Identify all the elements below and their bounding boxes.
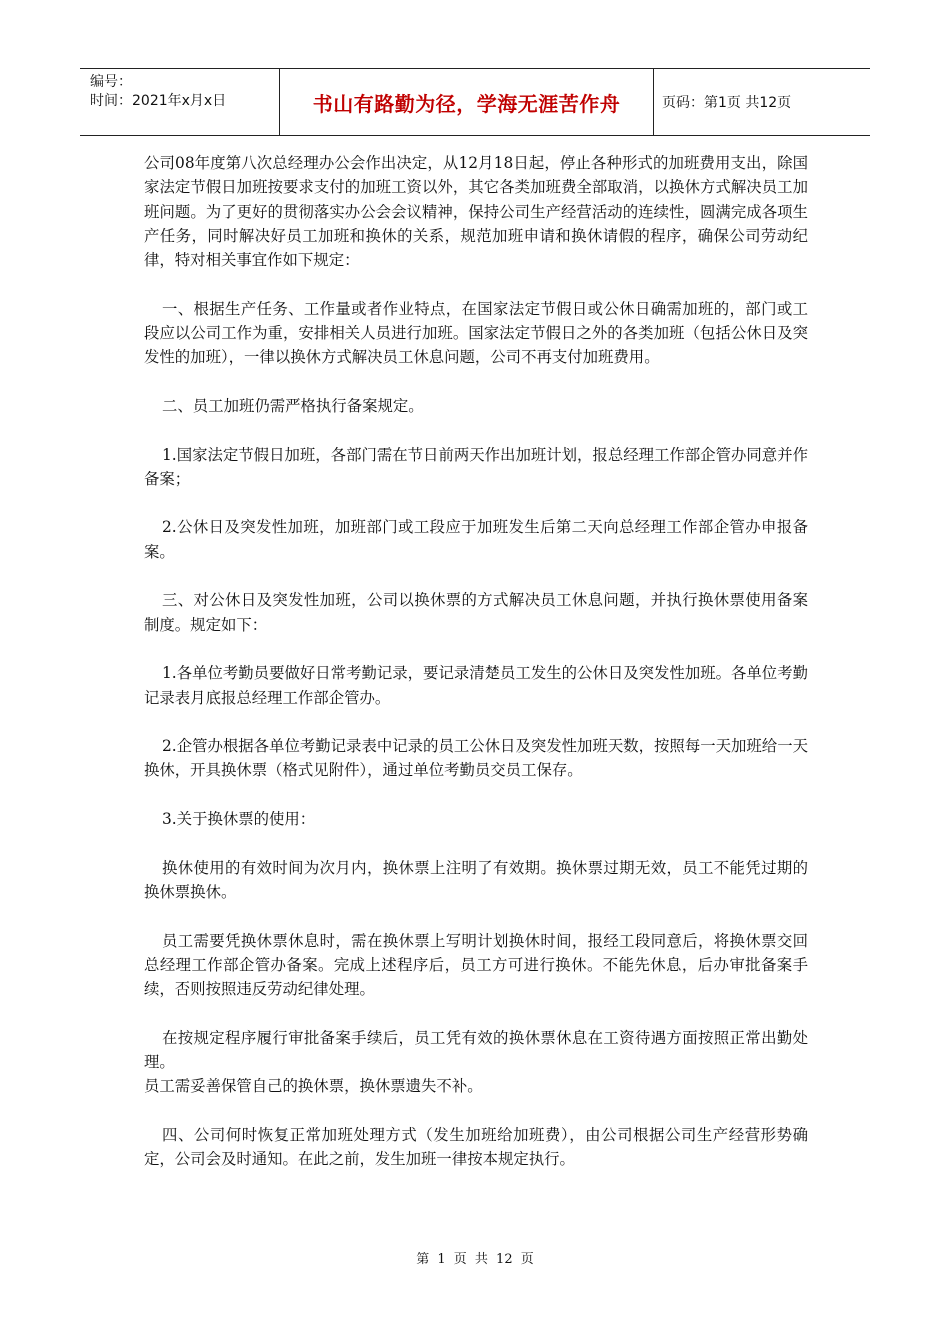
- intro-paragraph: 公司08年度第八次总经理办公会作出决定，从12月18日起，停止各种形式的加班费用支出，除国家法定节假日加班按要求支付的加班工资以外，其它各类加班费全部取消，以换休方式解决员工加班问题。为了更好的贯彻落实办公会会议精神，保持公司生产经营活动的连续性，圆满完成各项生产任务，同时解决好员工加班和换休的关系，规范加班申请和换休请假的程序，确保公司劳动纪律，特对相关事宜作如下规定：: [144, 154, 808, 270]
- section-3-item-1: 1.各单位考勤员要做好日常考勤记录，要记录清楚员工发生的公休日及突发性加班。各单位考勤记录表月底报总经理工作部企管办。: [144, 664, 808, 707]
- section-2-heading: 二、员工加班仍需严格执行备案规定。: [162, 396, 424, 415]
- section-3-heading: 三、对公休日及突发性加班，公司以换休票的方式解决员工休息问题，并执行换休票使用备案制度。规定如下：: [144, 591, 808, 634]
- section-4-paragraph: 四、公司何时恢复正常加班处理方式（发生加班给加班费），由公司根据公司生产经营形势确定，公司会及时通知。在此之前，发生加班一律按本规定执行。: [144, 1125, 808, 1169]
- document-body: [144, 151, 808, 1196]
- section-1-paragraph: 一、根据生产任务、工作量或者作业特点，在国家法定节假日或公休日确需加班的，部门或工段应以公司工作为重，安排相关人员进行加班。国家法定节假日之外的各类加班（包括公休日及突发性的加班），一律以换休方式解决员工休息问题，公司不再支付加班费用。: [144, 299, 808, 367]
- section-3-item-3: 3.关于换休票的使用：: [162, 810, 316, 829]
- section-2-item-2: 2.公休日及突发性加班，加班部门或工段应于加班发生后第二天向总经理工作部企管办申报备案。: [144, 518, 808, 561]
- header-motto: 书山有路勤为径，学海无涯苦作舟: [312, 91, 621, 116]
- document-header: [80, 68, 870, 136]
- header-page-code: 页码：第1页 共12页: [662, 95, 792, 111]
- document-number-label: 编号：: [90, 74, 132, 90]
- header-page-cell: [654, 69, 870, 135]
- document-date: 时间：2021年x月x日: [90, 93, 227, 109]
- ticket-validity-paragraph: 换休使用的有效时间为次月内，换休票上注明了有效期。换休票过期无效，员工不能凭过期的换休票换休。: [144, 858, 808, 901]
- header-meta: [80, 69, 280, 135]
- header-motto-cell: [280, 69, 654, 135]
- page-footer: 第 1 页 共 12 页: [416, 1252, 534, 1267]
- section-3-item-2: 2.企管办根据各单位考勤记录表中记录的员工公休日及突发性加班天数，按照每一天加班给一天换休，开具换休票（格式见附件），通过单位考勤员交员工保存。: [144, 737, 808, 780]
- ticket-approval-paragraph: 在按规定程序履行审批备案手续后，员工凭有效的换休票休息在工资待遇方面按照正常出勤处理。: [144, 1028, 808, 1071]
- ticket-usage-paragraph: 员工需要凭换休票休息时，需在换休票上写明计划换休时间，报经工段同意后，将换休票交回总经理工作部企管办备案。完成上述程序后，员工方可进行换休。不能先休息，后办审批备案手续，否则按照违反劳动纪律处理。: [144, 931, 808, 999]
- section-2-item-1: 1.国家法定节假日加班，各部门需在节日前两天作出加班计划，报总经理工作部企管办同意并作备案；: [144, 445, 808, 488]
- ticket-loss-paragraph: 员工需妥善保管自己的换休票，换休票遗失不补。: [144, 1077, 483, 1096]
